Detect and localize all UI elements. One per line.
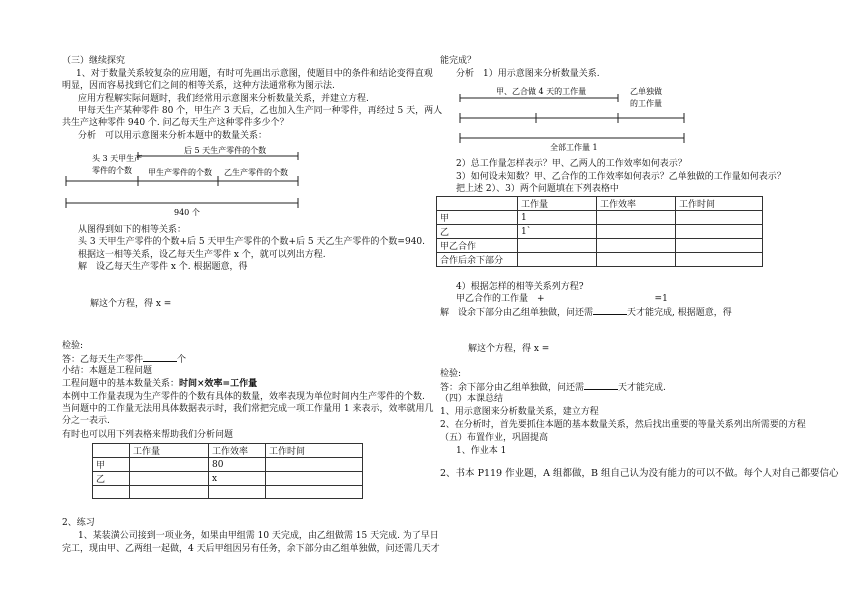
section5-title: （五）布置作业，巩固提高 [440, 433, 549, 443]
summary-2: 2、在分析时，首先要抓住本题的基本数量关系，然后找出重要的等量关系列出所需要的方程 [440, 420, 806, 430]
table-intro: 有时也可以用下列表格来帮助我们分析问题 [62, 430, 234, 440]
table-cell [266, 486, 363, 499]
diagram2-yi-label-2: 的工作量 [630, 99, 662, 108]
table-cell [130, 472, 209, 486]
table-header-cell: 工作时间 [676, 197, 763, 211]
table-row [437, 225, 763, 239]
diagram2-yi-label-1: 乙单独做 [630, 87, 662, 96]
segment-diagram-1 [62, 143, 312, 221]
table-cell [266, 458, 363, 472]
right-analysis: 分析 1）用示意图来分析数量关系. [456, 69, 600, 79]
section3-title: （三）继续探究 [62, 56, 126, 66]
table-cell [676, 225, 763, 239]
relation-line [62, 379, 257, 390]
question-3: 3）如何设未知数？甲、乙合作的工作效率如何表示？乙单独做的工作量如何表示？ [456, 172, 786, 182]
question-2: 2）总工作量怎样表示？甲、乙两人的工作效率如何表示？ [456, 159, 687, 169]
diagram1-jia-label: 甲生产零件的个数 [148, 168, 212, 177]
diagram2-total-label: 全部工作量 1 [550, 143, 598, 152]
table-cell: 1` [518, 225, 597, 239]
right-solve-suffix: 天才能完成, 根据题意，得 [627, 308, 732, 318]
table-cell: 80 [209, 458, 266, 472]
right-check: 检验: [440, 369, 462, 379]
summary-1: 1、用示意图来分析数量关系，建立方程 [440, 407, 599, 417]
practice-line1: 1、某装潢公司接到一项业务，如果由甲组需 10 天完成，由乙组做需 15 天完成. 为了早日 [78, 531, 439, 541]
right-answer-line [440, 381, 666, 394]
check-label: 检验: [62, 341, 84, 351]
diagram1-first3-label-2: 零件的个数 [92, 166, 132, 175]
table-cell [597, 253, 676, 267]
homework-1: 1、作业本 1 [456, 446, 507, 456]
explain-line3: 分之一表示. [62, 416, 110, 426]
para2: 应用方程解实际问题时，我们经常用示意图来分析数量关系，并建立方程. [78, 94, 369, 104]
right-answer-prefix: 答：余下部分由乙组单独做，问还需 [440, 383, 585, 393]
para3-line1: 甲每天生产某种零件 80 个，甲生产 3 天后，乙也加入生产同一种零件，再经过 5 天，两人 [78, 106, 443, 116]
table-cell [266, 472, 363, 486]
table-cell [676, 253, 763, 267]
explain-line2: 当问题中的工作量无法用具体数据表示时，我们常把完成一项工作量用 1 来表示，效率就用几 [62, 404, 434, 414]
table-row [437, 253, 763, 267]
table-cell [676, 239, 763, 253]
question-fill: 把上述 2）、3）两个问题填在下列表格中 [456, 184, 619, 194]
table-row [93, 458, 363, 472]
homework-2: 2、书本 P119 作业题，A 组都做，B 组自己认为没有能力的可以不做。每个人对自己都要信心 [440, 468, 839, 479]
left-analysis-table [92, 443, 363, 499]
table-cell [130, 458, 209, 472]
q4-eq-right: =1 [654, 294, 668, 304]
table-header-row [93, 444, 363, 458]
analysis-line: 分析 可以用示意图来分析本题中的数量关系： [78, 131, 268, 141]
solve-eq: 解这个方程，得 x = [90, 299, 172, 309]
table-header-cell [93, 444, 130, 458]
diagram1-first3-label-1: 头 3 天甲生产 [92, 154, 143, 163]
diagram1-yi-label: 乙生产零件的个数 [224, 168, 288, 177]
right-solve-eq: 解这个方程，得 x = [468, 344, 550, 354]
question-4-eq [456, 294, 668, 305]
para1-line2: 明显，因而容易找到它们之间的相等关系，这种方法通常称为图示法. [62, 81, 335, 91]
table-cell [518, 239, 597, 253]
para1-line1: 1、对于数量关系较复杂的应用题，有时可先画出示意图，使题目中的条件和结论变得直观 [76, 69, 433, 79]
relation-formula: 时间×效率=工作量 [179, 379, 258, 389]
right-solve-line [440, 306, 732, 319]
right-continue: 能完成？ [440, 56, 477, 66]
question-4: 4）根据怎样的相等关系列方程? [456, 282, 584, 292]
table-cell: 1 [518, 211, 597, 225]
right-solve-prefix: 解 设余下部分由乙组单独做，问还需 [440, 308, 594, 318]
diagram1-total-label: 940 个 [174, 208, 200, 217]
table-row [93, 472, 363, 486]
section4-title: （四）本课总结 [440, 394, 504, 404]
table-header-cell: 工作量 [518, 197, 597, 211]
table-cell: 甲 [437, 211, 518, 225]
table-header-row [437, 197, 763, 211]
eq-intro: 从图得到如下的相等关系： [78, 225, 187, 235]
table-cell [518, 253, 597, 267]
answer-blank[interactable] [143, 353, 177, 362]
right-answer-suffix: 天才能完成. [618, 383, 666, 393]
table-cell [597, 211, 676, 225]
table-cell: 甲乙合作 [437, 239, 518, 253]
diagram1-last5-label: 后 5 天生产零件的个数 [184, 146, 267, 155]
segment-diagram-2 [456, 82, 696, 154]
answer-line [62, 353, 186, 366]
table-header-cell: 工作时间 [266, 444, 363, 458]
table-cell [209, 486, 266, 499]
diagram2-joint-label: 甲、乙合做 4 天的工作量 [496, 87, 587, 96]
table-cell: 甲 [93, 458, 130, 472]
table-cell [130, 486, 209, 499]
answer-prefix: 答：乙每天生产零件 [62, 355, 144, 365]
table-row [437, 211, 763, 225]
summary: 小结：本题是工程问题 [62, 366, 153, 376]
table-header-cell [437, 197, 518, 211]
practice-line2: 完工，现由甲、乙两组一起做，4 天后甲组因另有任务，余下部分由乙组单独做，问还需几天才 [62, 544, 440, 554]
table-cell [93, 486, 130, 499]
right-solve-blank[interactable] [593, 306, 627, 315]
table-cell: 乙 [437, 225, 518, 239]
table-cell: x [209, 472, 266, 486]
relation-prefix: 工程问题中的基本数量关系： [62, 379, 180, 389]
table-cell: 乙 [93, 472, 130, 486]
q4-eq-left: 甲乙合作的工作量 + [456, 294, 545, 304]
table-header-cell: 工作效率 [209, 444, 266, 458]
eq-line: 头 3 天甲生产零件的个数+后 5 天甲生产零件的个数+后 5 天乙生产零件的个数=940. [78, 237, 426, 247]
table-cell [676, 211, 763, 225]
solve-line: 解 设乙每天生产零件 x 个. 根据题意，得 [78, 262, 248, 272]
table-row [437, 239, 763, 253]
table-header-cell: 工作效率 [597, 197, 676, 211]
eq-basis: 根据这一相等关系，设乙每天生产零件 x 个，就可以列出方程. [78, 250, 326, 260]
answer-suffix: 个 [177, 355, 187, 365]
table-cell: 合作后余下部分 [437, 253, 518, 267]
explain-line1: 本例中工作量表现为生产零件的个数有具体的数量，效率表现为单位时间内生产零件的个数. [62, 392, 425, 402]
para3-line2: 共生产这种零件 940 个. 问乙每天生产这种零件多少个？ [62, 118, 289, 128]
right-answer-blank[interactable] [584, 381, 618, 390]
practice-title: 2、练习 [62, 518, 95, 528]
table-row [93, 486, 363, 499]
table-cell [597, 239, 676, 253]
table-header-cell: 工作量 [130, 444, 209, 458]
table-cell [597, 225, 676, 239]
right-analysis-table [436, 196, 763, 267]
